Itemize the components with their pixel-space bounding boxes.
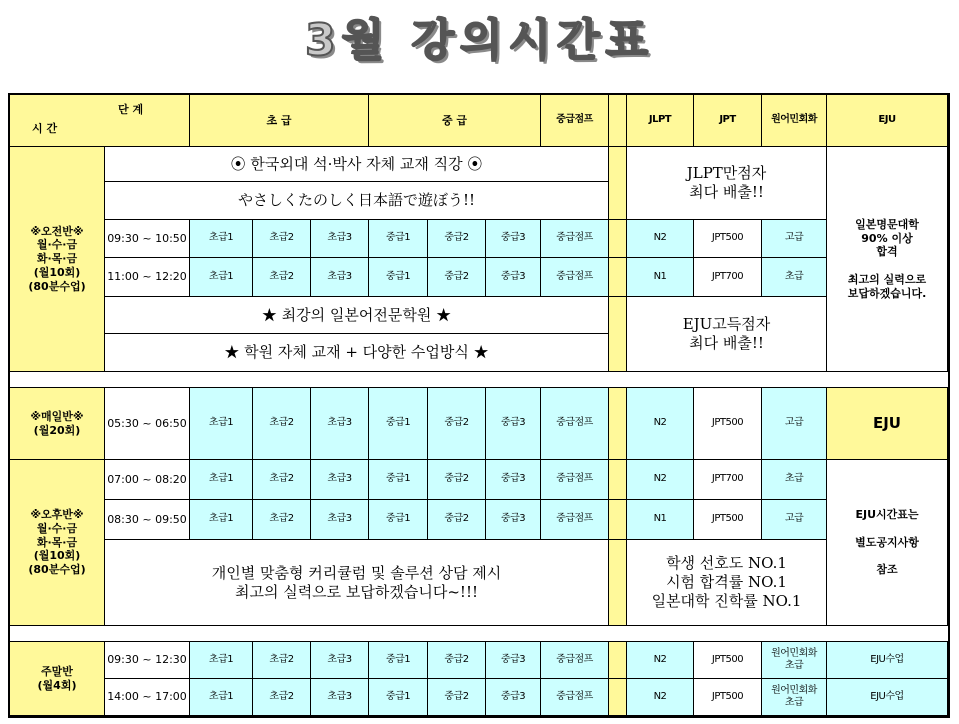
morning-message-4: ★ 학원 자체 교재 + 다양한 수업방식 ★: [105, 334, 609, 372]
class-cell: 중급2: [428, 500, 486, 540]
class-cell: 중급점프: [541, 500, 609, 540]
class-cell: 초급1: [190, 460, 253, 500]
spacer-cell: [609, 147, 627, 220]
class-cell: 중급점프: [541, 388, 609, 460]
header-conversation: 원어민회화: [762, 95, 827, 147]
morning-message-1: ⦿ 한국외대 석·박사 자체 교재 직강 ⦿: [105, 147, 609, 182]
time-cell: 07:00 ~ 08:20: [105, 460, 190, 500]
class-cell: 중급1: [369, 220, 428, 258]
morning-message-2: やさしくたのしく日本語で遊ぼう!!: [105, 182, 609, 220]
class-cell: 초급1: [190, 220, 253, 258]
spacer-cell: [609, 388, 627, 460]
header-time-label: 시 간: [32, 122, 58, 135]
eju-cell: EJU수업: [827, 642, 948, 679]
class-cell: 중급점프: [541, 679, 609, 716]
class-cell: 중급2: [428, 220, 486, 258]
class-cell: 중급2: [428, 258, 486, 297]
class-cell: 중급3: [486, 220, 541, 258]
class-cell: 초급1: [190, 388, 253, 460]
spacer-cell: [609, 500, 627, 540]
class-cell: 중급2: [428, 679, 486, 716]
class-cell: 중급3: [486, 642, 541, 679]
class-cell: 중급2: [428, 460, 486, 500]
separator-band: [10, 626, 948, 642]
class-cell: 중급1: [369, 679, 428, 716]
spacer-cell: [609, 220, 627, 258]
class-cell: 중급2: [428, 388, 486, 460]
class-cell: 중급3: [486, 679, 541, 716]
class-cell: 초급3: [311, 460, 369, 500]
header-intermediate: 중 급: [369, 95, 541, 147]
class-cell: 초급2: [253, 642, 311, 679]
class-cell: 초급2: [253, 460, 311, 500]
jpt-cell: JPT500: [694, 388, 762, 460]
class-cell: 초급1: [190, 679, 253, 716]
afternoon-message: 개인별 맞춤형 커리큘럼 및 솔루션 상담 제시 최고의 실력으로 보답하겠습니다~!!!: [105, 540, 609, 626]
spacer-cell: [609, 540, 627, 626]
jpt-cell: JPT500: [694, 679, 762, 716]
conversation-cell: 원어민회화 초급: [762, 679, 827, 716]
spacer-cell: [609, 258, 627, 297]
class-cell: 중급3: [486, 388, 541, 460]
header-eju: EJU: [827, 95, 948, 147]
conversation-cell: 고급: [762, 500, 827, 540]
morning-jlpt-note: JLPT만점자 최다 배출!!: [627, 147, 827, 220]
header-intermediate-jump: 중급점프: [541, 95, 609, 147]
jlpt-cell: N2: [627, 460, 694, 500]
morning-eju-cell: 일본명문대학 90% 이상 합격 최고의 실력으로 보답하겠습니다.: [827, 147, 948, 372]
class-cell: 중급1: [369, 642, 428, 679]
daily-eju-cell: EJU: [827, 388, 948, 460]
class-cell: 중급3: [486, 500, 541, 540]
time-cell: 08:30 ~ 09:50: [105, 500, 190, 540]
class-cell: 초급3: [311, 500, 369, 540]
afternoon-eju-cell: EJU시간표는 별도공지사항 참조: [827, 460, 948, 626]
class-cell: 초급2: [253, 220, 311, 258]
header-beginner: 초 급: [190, 95, 369, 147]
weekend-label: 주말반 (월4회): [10, 642, 105, 716]
daily-label: ※매일반※ (월20회): [10, 388, 105, 460]
class-cell: 중급3: [486, 258, 541, 297]
time-cell: 09:30 ~ 10:50: [105, 220, 190, 258]
class-cell: 중급1: [369, 500, 428, 540]
class-cell: 초급3: [311, 258, 369, 297]
class-cell: 중급점프: [541, 642, 609, 679]
class-cell: 초급3: [311, 388, 369, 460]
spacer-cell: [609, 460, 627, 500]
separator-band: [10, 372, 948, 388]
class-cell: 초급2: [253, 388, 311, 460]
class-cell: 중급3: [486, 460, 541, 500]
class-cell: 초급2: [253, 679, 311, 716]
jlpt-cell: N2: [627, 388, 694, 460]
spacer-cell: [609, 679, 627, 716]
class-cell: 중급2: [428, 642, 486, 679]
class-cell: 초급3: [311, 642, 369, 679]
conversation-cell: 초급: [762, 460, 827, 500]
class-cell: 중급1: [369, 460, 428, 500]
class-cell: 중급1: [369, 258, 428, 297]
jlpt-cell: N2: [627, 220, 694, 258]
conversation-cell: 초급: [762, 258, 827, 297]
time-cell: 09:30 ~ 12:30: [105, 642, 190, 679]
class-cell: 초급3: [311, 679, 369, 716]
class-cell: 초급2: [253, 500, 311, 540]
jlpt-cell: N1: [627, 500, 694, 540]
spacer-cell: [609, 642, 627, 679]
header-corner: [10, 95, 190, 147]
afternoon-note: 학생 선호도 NO.1 시험 합격률 NO.1 일본대학 진학률 NO.1: [627, 540, 827, 626]
class-cell: 중급1: [369, 388, 428, 460]
jpt-cell: JPT700: [694, 258, 762, 297]
jpt-cell: JPT700: [694, 460, 762, 500]
class-cell: 초급1: [190, 642, 253, 679]
conversation-cell: 고급: [762, 220, 827, 258]
conversation-cell: 원어민회화 초급: [762, 642, 827, 679]
time-cell: 11:00 ~ 12:20: [105, 258, 190, 297]
time-cell: 14:00 ~ 17:00: [105, 679, 190, 716]
jpt-cell: JPT500: [694, 500, 762, 540]
header-jpt: JPT: [694, 95, 762, 147]
morning-message-3: ★ 최강의 일본어전문학원 ★: [105, 297, 609, 334]
time-cell: 05:30 ~ 06:50: [105, 388, 190, 460]
jlpt-cell: N1: [627, 258, 694, 297]
class-cell: 초급1: [190, 500, 253, 540]
page-title: 3월 강의시간표: [305, 15, 654, 66]
morning-label: ※오전반※ 월·수·금 화·목·금 (월10회) (80분수업): [10, 147, 105, 372]
class-cell: 초급1: [190, 258, 253, 297]
class-cell: 초급2: [253, 258, 311, 297]
jlpt-cell: N2: [627, 679, 694, 716]
jpt-cell: JPT500: [694, 220, 762, 258]
jpt-cell: JPT500: [694, 642, 762, 679]
class-cell: 중급점프: [541, 220, 609, 258]
class-cell: 초급3: [311, 220, 369, 258]
conversation-cell: 고급: [762, 388, 827, 460]
header-spacer: [609, 95, 627, 147]
header-step-label: 단 계: [118, 103, 144, 116]
eju-cell: EJU수업: [827, 679, 948, 716]
afternoon-label: ※오후반※ 월·수·금 화·목·금 (월10회) (80분수업): [10, 460, 105, 626]
morning-eju-note: EJU고득점자 최다 배출!!: [627, 297, 827, 372]
class-cell: 중급점프: [541, 258, 609, 297]
header-jlpt: JLPT: [627, 95, 694, 147]
class-cell: 중급점프: [541, 460, 609, 500]
spacer-cell: [609, 297, 627, 372]
jlpt-cell: N2: [627, 642, 694, 679]
